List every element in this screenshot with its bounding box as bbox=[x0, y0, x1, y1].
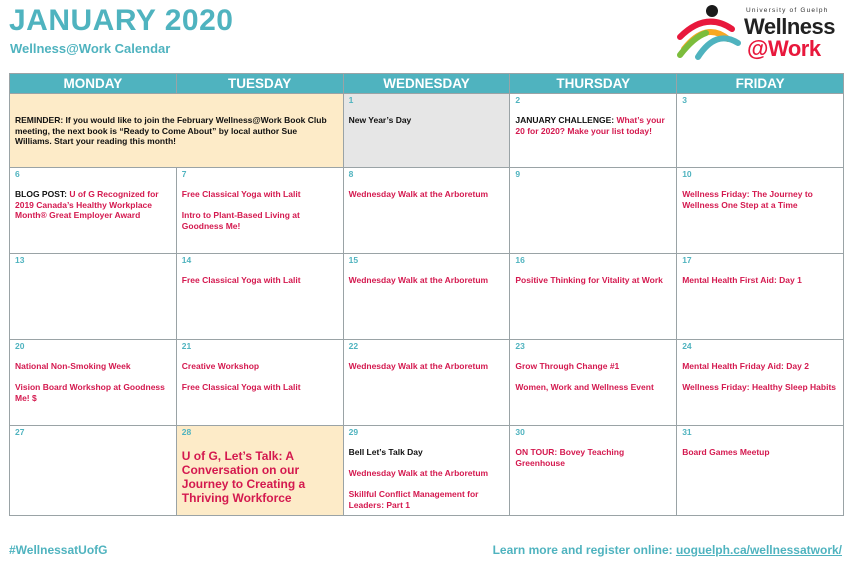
day-cell bbox=[677, 168, 844, 254]
day-cell bbox=[510, 340, 677, 426]
day-cell bbox=[510, 426, 677, 516]
event-item[interactable]: Free Classical Yoga with Lalit bbox=[181, 275, 301, 285]
day-cell bbox=[677, 426, 844, 516]
day-cell bbox=[677, 254, 844, 340]
day-number: 13 bbox=[15, 255, 25, 265]
event-item[interactable]: Wellness Friday: Healthy Sleep Habits bbox=[682, 382, 837, 392]
day-number: 20 bbox=[15, 341, 25, 351]
wellness-at-work-logo bbox=[676, 3, 846, 63]
event-item[interactable]: Vision Board Workshop at Goodness Me! $ bbox=[15, 382, 165, 403]
day-number: 10 bbox=[682, 169, 692, 179]
event-lead: JANUARY CHALLENGE: bbox=[515, 115, 617, 125]
day-number: 7 bbox=[181, 169, 187, 179]
event-item[interactable]: Positive Thinking for Vitality at Work bbox=[515, 275, 663, 285]
day-cell bbox=[10, 254, 177, 340]
event-item[interactable]: Wellness Friday: The Journey to Wellness One Step at a Time bbox=[682, 189, 813, 210]
day-cell bbox=[10, 340, 177, 426]
page-title: JANUARY 2020 bbox=[9, 4, 234, 37]
day-number: 27 bbox=[15, 427, 25, 437]
footer-cta-text: Learn more and register online: bbox=[492, 543, 676, 557]
day-cell bbox=[343, 254, 510, 340]
day-number: 31 bbox=[682, 427, 692, 437]
event-item[interactable]: Intro to Plant-Based Living at Goodness Me! bbox=[181, 210, 300, 231]
day-number: 16 bbox=[515, 255, 525, 265]
logo-at-work-text: @Work bbox=[747, 36, 821, 61]
day-cell bbox=[343, 94, 510, 168]
logo-wellness-text: Wellness bbox=[744, 14, 835, 39]
day-number: 9 bbox=[515, 169, 521, 179]
calendar-grid bbox=[9, 73, 844, 516]
event-item[interactable]: Free Classical Yoga with Lalit bbox=[181, 189, 301, 199]
week-row bbox=[10, 426, 844, 516]
page-subtitle: Wellness@Work Calendar bbox=[10, 41, 171, 56]
event-item[interactable]: National Non-Smoking Week bbox=[15, 361, 131, 371]
day-cell bbox=[510, 94, 677, 168]
event-lead: BLOG POST: bbox=[15, 189, 70, 199]
event-item[interactable] bbox=[15, 189, 172, 221]
event-item[interactable]: Free Classical Yoga with Lalit bbox=[181, 382, 301, 392]
day-cell bbox=[176, 340, 343, 426]
day-number: 30 bbox=[515, 427, 525, 437]
weekday-wednesday: WEDNESDAY bbox=[343, 74, 510, 94]
featured-event[interactable]: U of G, Let’s Talk: A Conversation on our Journey to Creating a Thriving Workforce bbox=[181, 449, 306, 505]
day-number: 29 bbox=[348, 427, 359, 437]
event-item[interactable]: Grow Through Change #1 bbox=[515, 361, 620, 371]
day-cell bbox=[343, 168, 510, 254]
day-number: 2 bbox=[515, 95, 521, 105]
event-item[interactable]: Women, Work and Wellness Event bbox=[515, 382, 654, 392]
day-cell bbox=[677, 94, 844, 168]
event-item[interactable]: Creative Workshop bbox=[181, 361, 260, 371]
weekday-thursday: THURSDAY bbox=[510, 74, 677, 94]
weekday-friday: FRIDAY bbox=[677, 74, 844, 94]
event-item[interactable]: Wednesday Walk at the Arboretum bbox=[348, 468, 489, 478]
day-number: 8 bbox=[348, 169, 354, 179]
day-number: 3 bbox=[682, 95, 687, 105]
day-number: 6 bbox=[15, 169, 20, 179]
event-item[interactable]: Mental Health First Aid: Day 1 bbox=[682, 275, 802, 285]
event-item[interactable]: Skillful Conflict Management for Leaders: Part 1 bbox=[348, 489, 479, 510]
weekday-header-row bbox=[10, 74, 844, 94]
day-number: 17 bbox=[682, 255, 692, 265]
reminder-cell bbox=[10, 94, 344, 168]
event-item[interactable]: Wednesday Walk at the Arboretum bbox=[348, 189, 489, 199]
day-cell bbox=[510, 168, 677, 254]
event-item[interactable]: Bell Let’s Talk Day bbox=[348, 447, 423, 457]
day-number: 28 bbox=[181, 427, 192, 437]
day-number: 1 bbox=[348, 95, 354, 105]
day-cell bbox=[176, 254, 343, 340]
weekday-monday: MONDAY bbox=[10, 74, 177, 94]
logo-arcs-icon bbox=[676, 3, 746, 61]
event-text: U of G Recognized for 2019 Canada’s Healthy Workplace Month® Great Employer Award bbox=[15, 189, 159, 220]
day-cell bbox=[343, 426, 510, 516]
day-number: 14 bbox=[181, 255, 192, 265]
event-item[interactable] bbox=[515, 115, 672, 136]
event-item[interactable]: Board Games Meetup bbox=[682, 447, 770, 457]
footer-cta bbox=[493, 543, 842, 557]
day-cell bbox=[677, 340, 844, 426]
event-item[interactable]: New Year’s Day bbox=[348, 115, 412, 125]
day-number: 22 bbox=[348, 341, 359, 351]
day-cell bbox=[176, 168, 343, 254]
day-number: 24 bbox=[682, 341, 692, 351]
register-link[interactable]: uoguelph.ca/wellnessatwork/ bbox=[675, 543, 842, 557]
week-row bbox=[10, 94, 844, 168]
day-cell bbox=[343, 340, 510, 426]
event-item[interactable]: ON TOUR: Bovey Teaching Greenhouse bbox=[515, 447, 625, 468]
event-item[interactable]: Wednesday Walk at the Arboretum bbox=[348, 361, 489, 371]
event-item[interactable]: Wednesday Walk at the Arboretum bbox=[348, 275, 489, 285]
hashtag: #WellnessatUofG bbox=[9, 543, 108, 557]
day-cell bbox=[10, 426, 177, 516]
day-number: 21 bbox=[181, 341, 192, 351]
day-number: 23 bbox=[515, 341, 525, 351]
event-text: What’s your 20 for 2020? Make your list today! bbox=[515, 115, 665, 136]
week-row bbox=[10, 340, 844, 426]
reminder-text: REMINDER: If you would like to join the February Wellness@Work Book Club meeting, the next book is “Ready to Come About” by local author Sue Williams. Start your reading this month! bbox=[15, 115, 327, 146]
day-cell bbox=[176, 426, 343, 516]
week-row bbox=[10, 254, 844, 340]
logo-university-text: University of Guelph bbox=[746, 7, 829, 14]
day-cell bbox=[10, 168, 177, 254]
week-row bbox=[10, 168, 844, 254]
event-item[interactable]: Mental Health Friday Aid: Day 2 bbox=[682, 361, 809, 371]
day-number: 15 bbox=[348, 255, 359, 265]
day-cell bbox=[510, 254, 677, 340]
weekday-tuesday: TUESDAY bbox=[176, 74, 343, 94]
